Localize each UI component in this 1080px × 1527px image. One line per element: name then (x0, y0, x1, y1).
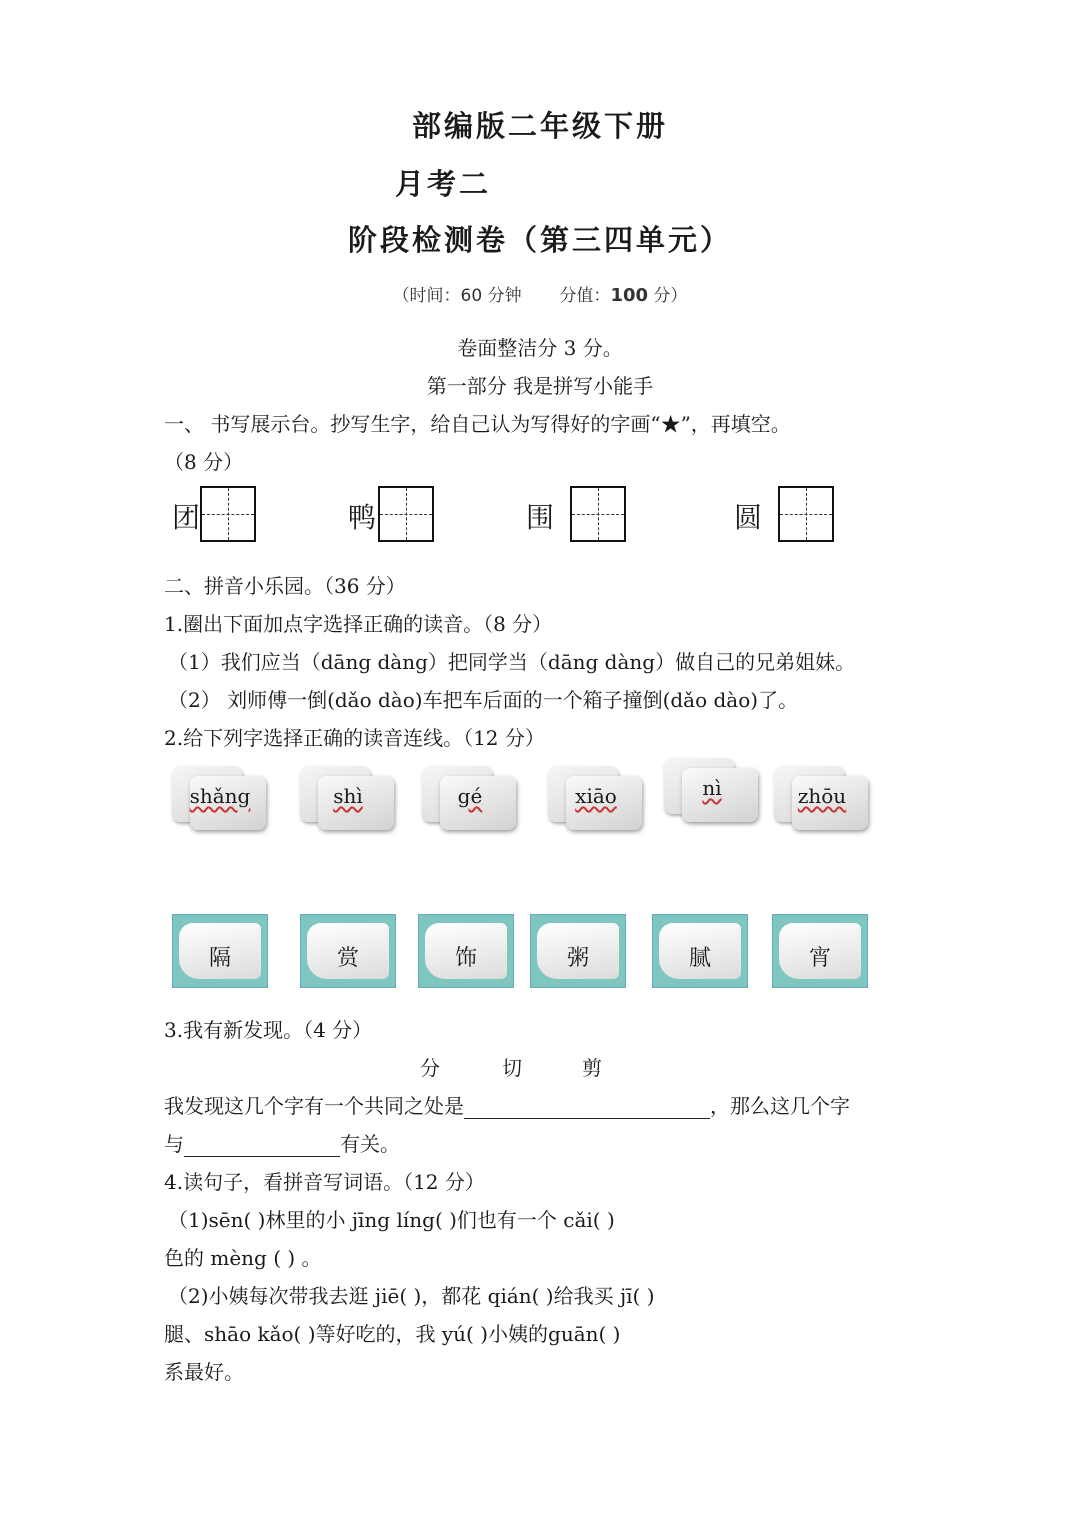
pillow-pinyin-card[interactable] (172, 760, 268, 830)
q3-text: 有关。 (340, 1132, 400, 1156)
q4-line2: 色的 mèng ( ) 。 (164, 1246, 322, 1270)
writing-box[interactable] (378, 486, 434, 542)
quilt-char: 赏 (336, 946, 359, 971)
neatness-note: 卷面整洁分 3 分。 (457, 336, 623, 360)
answer-blank[interactable] (464, 1094, 710, 1119)
pinyin-label: nì (702, 776, 722, 800)
q3-text: 与 (164, 1132, 184, 1156)
pillow-pinyin-card[interactable] (774, 760, 870, 830)
pillow-pinyin-card[interactable] (664, 752, 760, 822)
title-test: 阶段检测卷（第三四单元） (347, 223, 732, 257)
q4-line5: 系最好。 (164, 1360, 244, 1384)
quilt-char: 饰 (454, 946, 477, 971)
pinyin-label: shì (333, 784, 363, 808)
q4-line4: 腿、shāo kǎo( )等好吃的，我 yú( )小姨的guān( ) (164, 1322, 621, 1346)
score-value: 100 (610, 285, 649, 306)
q4-line3: （2)小姨每次带我去逛 jiē( )，都花 qián( )给我买 jī( ) (168, 1284, 655, 1308)
score-label: 分值： (559, 286, 611, 306)
section1-points: （8 分） (164, 450, 244, 474)
pinyin-label: gé (457, 784, 483, 808)
q3-char: 切 (502, 1056, 522, 1080)
quilt-char: 粥 (566, 946, 589, 971)
quilt-char-card[interactable] (418, 914, 514, 988)
pillow-pinyin-card[interactable] (300, 760, 396, 830)
quilt-char-card[interactable] (652, 914, 748, 988)
grid-char: 围 (526, 501, 555, 534)
q3-char: 剪 (582, 1056, 602, 1080)
writing-box[interactable] (200, 486, 256, 542)
section1-title: 一、 书写展示台。抄写生字，给自己认为写得好的字画“★”，再填空。 (164, 412, 791, 436)
q1-title: 1.圈出下面加点字选择正确的读音。（8 分） (164, 612, 553, 636)
q2-title: 2.给下列字选择正确的读音连线。（12 分） (164, 726, 545, 750)
grid-char: 圆 (734, 501, 763, 534)
pillow-pinyin-card[interactable] (422, 760, 518, 830)
q1-line2: （2） 刘师傅一倒(dǎo dào)车把车后面的一个箱子撞倒(dǎo dào)了。 (168, 688, 799, 712)
grid-char: 团 (172, 501, 201, 534)
q3-line2 (164, 1128, 400, 1157)
grid-char: 鸭 (348, 501, 377, 534)
answer-blank[interactable] (184, 1132, 340, 1157)
quilt-char-card[interactable] (772, 914, 868, 988)
pinyin-label: shǎng (189, 784, 251, 808)
quilt-char-card[interactable] (530, 914, 626, 988)
q3-char: 分 (420, 1056, 440, 1080)
q3-title: 3.我有新发现。（4 分） (164, 1018, 373, 1042)
writing-grid-row (0, 486, 1080, 546)
time-info: （时间：60 分钟 (392, 286, 522, 306)
writing-box[interactable] (778, 486, 834, 542)
exam-meta (0, 281, 1080, 306)
quilt-char: 宵 (808, 946, 831, 971)
q3-text: ，那么这几个字 (710, 1094, 850, 1118)
q1-line1: （1）我们应当（dāng dàng）把同学当（dāng dàng）做自己的兄弟姐妹。 (168, 650, 856, 674)
q4-line1: （1)sēn( )林里的小 jīng líng( )们也有一个 cǎi( ) (168, 1208, 615, 1232)
section2-title: 二、拼音小乐园。（36 分） (164, 574, 406, 598)
pillow-pinyin-card[interactable] (548, 760, 644, 830)
q3-line1 (164, 1090, 850, 1119)
quilt-char: 隔 (208, 946, 231, 971)
q3-text: 我发现这几个字有一个共同之处是 (164, 1094, 464, 1118)
pinyin-label: zhōu (797, 784, 847, 808)
q4-title: 4.读句子，看拼音写词语。（12 分） (164, 1170, 485, 1194)
quilt-char-card[interactable] (300, 914, 396, 988)
quilt-char: 腻 (688, 946, 711, 971)
score-unit: 分） (653, 286, 688, 306)
pinyin-label: xiāo (575, 784, 617, 808)
writing-box[interactable] (570, 486, 626, 542)
title-grade: 部编版二年级下册 (411, 109, 668, 143)
title-exam: 月考二 (395, 167, 492, 201)
quilt-char-card[interactable] (172, 914, 268, 988)
part-heading: 第一部分 我是拼写小能手 (426, 374, 654, 398)
